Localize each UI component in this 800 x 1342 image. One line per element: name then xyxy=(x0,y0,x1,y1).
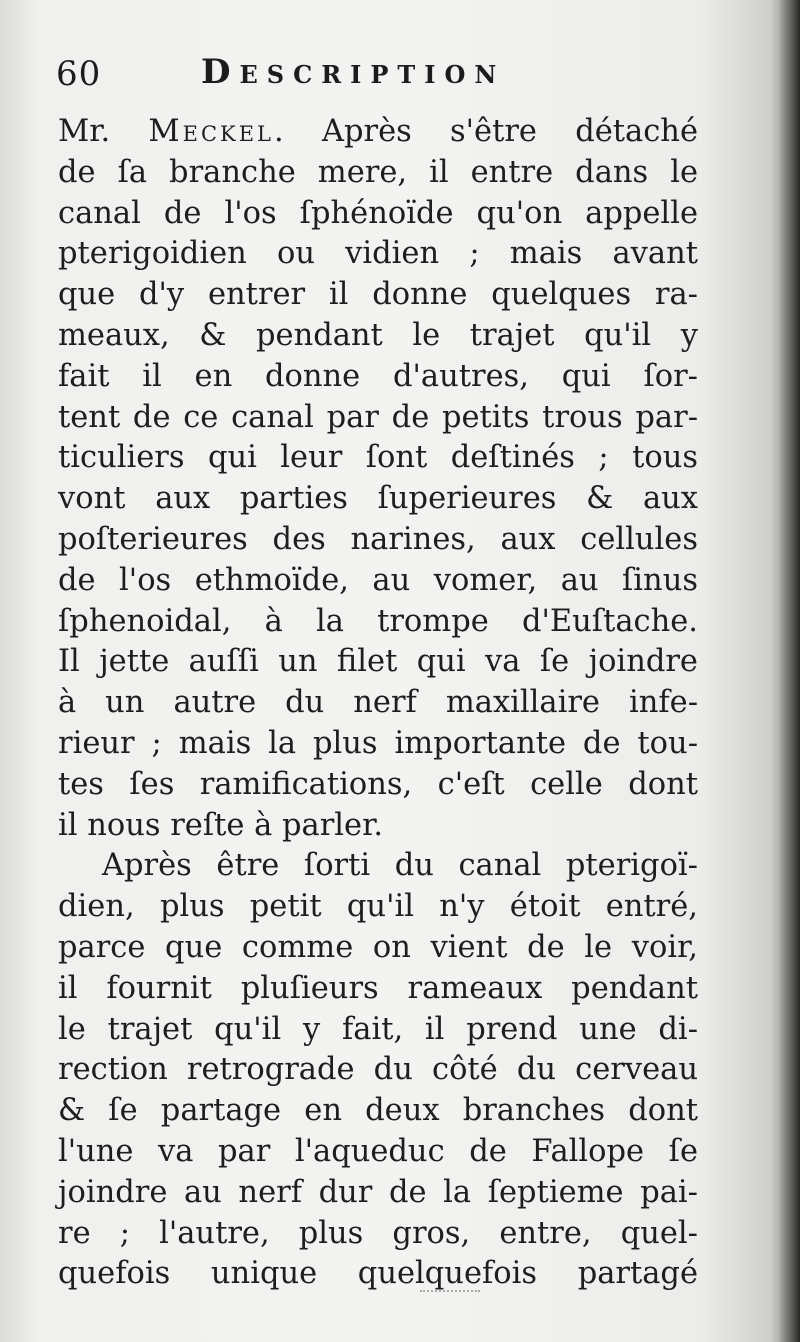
text-line: Après être ſorti du canal pterigoï- xyxy=(102,848,698,884)
text-line: meaux, & pendant le trajet qu'il y xyxy=(58,317,698,353)
page-edge-shadow xyxy=(778,0,800,1342)
text-line: il fournit pluſieurs rameaux pendant xyxy=(58,970,698,1006)
text-line: fait il en donne d'autres, qui ſor- xyxy=(58,358,698,394)
text-line: tes ſes ramifications, c'eſt celle dont xyxy=(58,766,698,802)
body-text xyxy=(58,112,698,1295)
text-line: ticuliers qui leur ſont deſtinés ; tous xyxy=(58,440,698,476)
text-line: canal de l'os ſphénoïde qu'on appelle xyxy=(58,195,698,231)
text-line: poſterieures des narines, aux cellules xyxy=(58,521,698,557)
text-line: vont aux parties ſuperieures & aux xyxy=(58,481,698,517)
line-prefix: Mr. xyxy=(58,114,149,149)
text-line: pterigoidien ou vidien ; mais avant xyxy=(58,236,698,272)
running-head xyxy=(56,48,576,98)
text-line: joindre au nerf dur de la ſeptieme pai- xyxy=(58,1174,698,1210)
text-line: l'une va par l'aqueduc de Fallope ſe xyxy=(58,1133,698,1169)
text-line: que d'y entrer il donne quelques ra- xyxy=(58,277,698,313)
text-line: de l'os ethmoïde, au vomer, au ſinus xyxy=(58,562,698,598)
text-line: le trajet qu'il y fait, il prend une di- xyxy=(58,1011,698,1047)
text-line: parce que comme on vient de le voir, xyxy=(58,929,698,965)
author-name: Meckel xyxy=(148,114,274,149)
print-mark xyxy=(420,1290,480,1296)
text-line: ſphenoidal, à la trompe d'Euſtache. xyxy=(58,603,698,639)
text-line: & ſe partage en deux branches dont xyxy=(58,1093,698,1129)
page-number: 60 xyxy=(56,54,102,94)
text-line: il nous reſte à parler. xyxy=(58,807,384,843)
text-line: Il jette auſſi un filet qui va ſe joindre xyxy=(58,644,698,680)
text-line: re ; l'autre, plus gros, entre, quel- xyxy=(58,1215,698,1251)
running-title: Description xyxy=(201,52,506,92)
text-line xyxy=(58,112,698,153)
text-line: rection retrograde du côté du cerveau xyxy=(58,1052,698,1088)
text-line: à un autre du nerf maxillaire infe- xyxy=(58,685,698,721)
text-line: quefois unique quelquefois partagé xyxy=(58,1256,698,1292)
line-suffix: . Après s'être détaché xyxy=(274,114,699,149)
text-line: de ſa branche mere, il entre dans le xyxy=(58,154,698,190)
text-line: dien, plus petit qu'il n'y étoit entré, xyxy=(58,889,698,925)
text-line: tent de ce canal par de petits trous par- xyxy=(58,399,698,435)
text-line: rieur ; mais la plus importante de tou- xyxy=(58,725,698,761)
